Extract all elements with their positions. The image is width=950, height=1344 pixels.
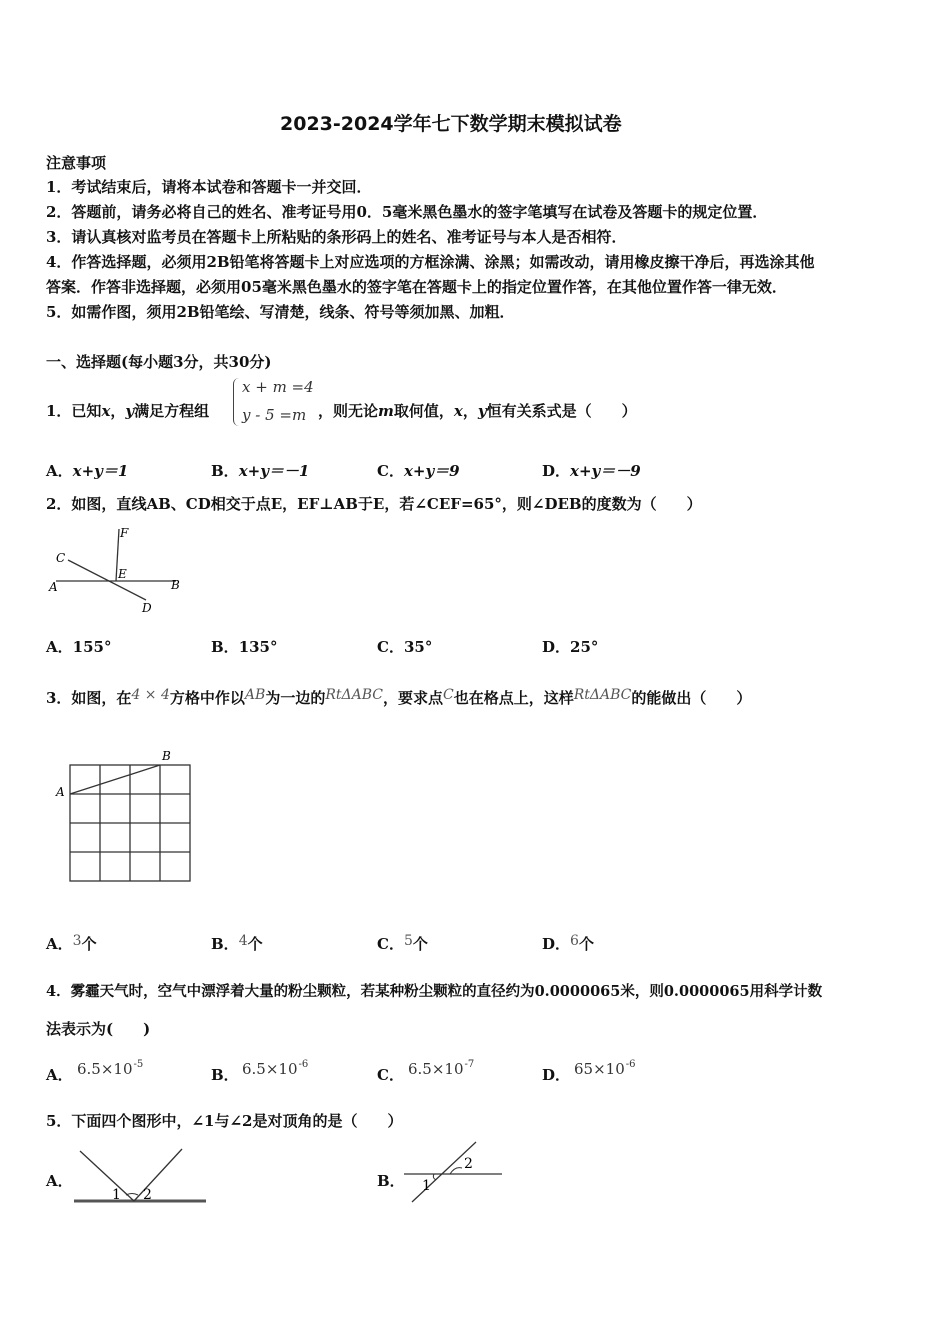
option-unit: 个 — [578, 935, 594, 953]
q3-math-rt1: RtΔABC — [325, 687, 383, 703]
q3-option-a[interactable] — [46, 932, 97, 953]
option-text: x+y＝9 — [403, 462, 460, 480]
q1-prefix: 1．已知 — [46, 402, 102, 420]
q4-option-a[interactable] — [77, 1056, 143, 1078]
q3-text-1: 3．如图，在 — [46, 689, 132, 707]
q1-after1: ，则无论 — [318, 402, 379, 420]
notice-item-1: 1．考试结束后，请将本试卷和答题卡一并交回． — [46, 178, 372, 196]
q5-b-angle-1: 1 — [422, 1178, 431, 1194]
option-label: C． — [377, 462, 404, 480]
section-heading: 一、选择题(每小题3分，共30分) — [46, 353, 272, 371]
notice-heading: 注意事项 — [46, 154, 107, 172]
q3-option-b[interactable] — [211, 932, 263, 953]
q3-math-ab: AB — [244, 687, 266, 703]
q1-var-y2: y — [477, 402, 487, 420]
q2-stem: 2．如图，直线AB、CD相交于点E，EF⊥AB于E，若∠CEF=65°，则∠DEB的度数为（ ） — [46, 495, 702, 513]
q1-option-b[interactable] — [211, 462, 309, 480]
q1-option-a[interactable] — [46, 462, 128, 480]
q4-option-a-label: A． — [46, 1066, 73, 1084]
q4-option-d-label: D． — [542, 1066, 571, 1084]
option-num: 4 — [238, 933, 248, 949]
q3-label-a: A — [56, 785, 65, 799]
q4-stem-line-1: 4．雾霾天气时，空气中漂浮着大量的粉尘颗粒，若某种粉尘颗粒的直径约为0.0000065米，则0.0000065用科学计数 — [46, 983, 823, 1000]
option-text: x+y＝－1 — [238, 462, 310, 480]
option-num: 3 — [72, 933, 82, 949]
option-text: 25° — [570, 638, 599, 656]
notice-item-4-cont: 答案．作答非选择题，必须用05毫米黑色墨水的签字笔在答题卡上的指定位置作答，在其他位置作答一律无效． — [46, 278, 787, 296]
q2-option-c[interactable] — [377, 638, 432, 656]
option-exponent: -6 — [298, 1059, 309, 1070]
q1-option-d[interactable] — [542, 462, 641, 480]
option-unit: 个 — [81, 935, 97, 953]
option-label: A． — [46, 935, 73, 953]
option-exponent: -6 — [625, 1059, 636, 1070]
option-label: C． — [377, 638, 404, 656]
q3-grid-figure — [52, 745, 202, 890]
q1-equation-brace — [233, 378, 240, 426]
option-num: 5 — [403, 933, 413, 949]
q2-option-b[interactable] — [211, 638, 278, 656]
q1-stem — [46, 402, 209, 420]
q1-equation-1: x + m =4 — [242, 378, 314, 396]
q3-math-c: C — [443, 687, 454, 703]
q1-sep: ， — [110, 402, 126, 420]
q2-figure — [44, 524, 194, 616]
q3-text-5: 也在格点上，这样 — [453, 689, 574, 707]
q2-option-d[interactable] — [542, 638, 598, 656]
q2-label-d: D — [142, 601, 152, 615]
option-label: B． — [211, 462, 239, 480]
q1-var-x: x — [101, 402, 111, 420]
q1-after2: 取何值， — [393, 402, 454, 420]
q5-b-angle-2: 2 — [464, 1156, 473, 1172]
notice-item-2: 2．答题前，请务必将自己的姓名、准考证号用0．5毫米黑色墨水的签字笔填写在试卷及答题卡的规定位置． — [46, 203, 768, 221]
q3-text-3: 为一边的 — [265, 689, 326, 707]
q1-var-x2: x — [453, 402, 463, 420]
q2-option-a[interactable] — [46, 638, 111, 656]
option-label: D． — [542, 935, 571, 953]
q2-label-c: C — [56, 551, 66, 565]
q5-option-b-label[interactable]: B． — [377, 1172, 405, 1190]
q5-stem: 5．下面四个图形中，∠1与∠2是对顶角的是（ ） — [46, 1112, 403, 1130]
q5-a-angle-1: 1 — [112, 1187, 121, 1203]
q5-option-a-figure[interactable] — [70, 1145, 210, 1207]
option-label: A． — [46, 462, 73, 480]
q3-label-b: B — [162, 749, 171, 763]
q2-label-f: F — [120, 526, 129, 540]
option-base: 6.5×10 — [242, 1060, 298, 1078]
q4-option-b[interactable] — [242, 1056, 308, 1078]
option-label: D． — [542, 638, 571, 656]
option-text: 155° — [72, 638, 112, 656]
q2-label-e: E — [118, 567, 127, 581]
option-label: C． — [377, 935, 404, 953]
q1-equation-2: y - 5 =m — [242, 406, 307, 424]
q5-option-b-figure[interactable] — [400, 1138, 510, 1206]
q1-sep2: ， — [462, 402, 478, 420]
q2-label-b: B — [171, 578, 180, 592]
option-text: 135° — [238, 638, 278, 656]
q1-after3: 恒有关系式是（ ） — [486, 402, 637, 420]
option-label: A． — [46, 638, 73, 656]
option-base: 65×10 — [574, 1060, 625, 1078]
q3-math-rt2: RtΔABC — [573, 687, 632, 703]
option-unit: 个 — [412, 935, 428, 953]
q1-stem-tail — [318, 402, 637, 420]
notice-item-4: 4．作答选择题，必须用2B铅笔将答题卡上对应选项的方框涂满、涂黑；如需改动，请用橡皮擦干净后，再选涂其他 — [46, 253, 815, 271]
q1-var-m: m — [378, 402, 394, 420]
option-text: x+y＝1 — [72, 462, 129, 480]
q4-stem-line-2: 法表示为( ) — [46, 1020, 151, 1038]
notice-item-5: 5．如需作图，须用2B铅笔绘、写清楚，线条、符号等须加黑、加粗． — [46, 303, 515, 321]
option-unit: 个 — [247, 935, 263, 953]
q1-option-c[interactable] — [377, 462, 460, 480]
option-label: B． — [211, 935, 239, 953]
option-exponent: -7 — [464, 1059, 475, 1070]
q3-option-d[interactable] — [542, 932, 594, 953]
option-exponent: -5 — [133, 1059, 144, 1070]
option-label: D． — [542, 462, 571, 480]
q3-text-4: ，要求点 — [383, 689, 444, 707]
option-text: x+y＝－9 — [570, 462, 641, 480]
q5-option-a-label[interactable]: A． — [46, 1172, 73, 1190]
notice-item-3: 3．请认真核对监考员在答题卡上所粘贴的条形码上的姓名、准考证号与本人是否相符． — [46, 228, 627, 246]
q4-option-c-label: C． — [377, 1066, 404, 1084]
q3-stem — [46, 686, 751, 707]
q4-option-c[interactable] — [408, 1056, 474, 1078]
q2-label-a: A — [49, 580, 58, 594]
q4-option-d[interactable] — [574, 1056, 636, 1078]
option-label: B． — [211, 638, 239, 656]
q3-option-c[interactable] — [377, 932, 428, 953]
option-text: 35° — [403, 638, 433, 656]
option-base: 6.5×10 — [408, 1060, 464, 1078]
q5-a-angle-2: 2 — [143, 1187, 152, 1203]
option-num: 6 — [570, 933, 579, 949]
q1-mid: 满足方程组 — [134, 402, 210, 420]
option-base: 6.5×10 — [77, 1060, 133, 1078]
q3-math-grid: 4 × 4 — [131, 687, 170, 703]
q1-var-y: y — [125, 402, 135, 420]
page-title: 2023-2024学年七下数学期末模拟试卷 — [280, 113, 622, 135]
q3-text-6: 的能做出（ ） — [631, 689, 752, 707]
q4-option-b-label: B． — [211, 1066, 239, 1084]
q3-text-2: 方格中作以 — [169, 689, 245, 707]
